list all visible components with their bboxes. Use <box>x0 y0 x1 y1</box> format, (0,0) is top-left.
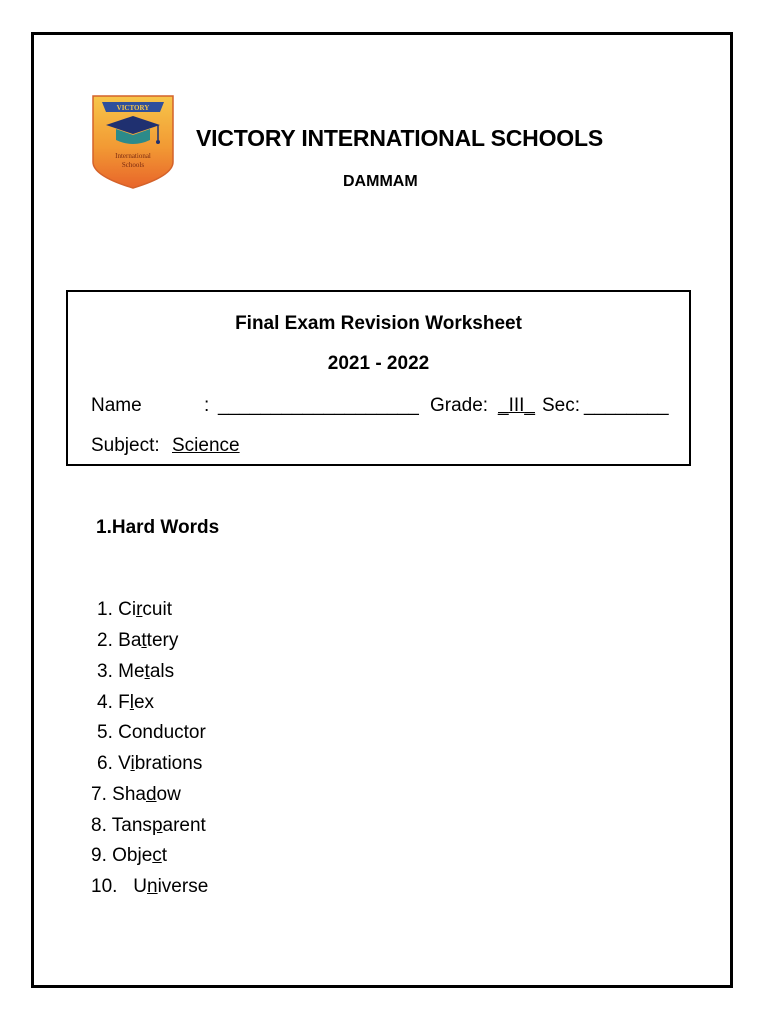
word-part: als <box>149 661 175 682</box>
logo-subtitle-text: International <box>115 152 151 160</box>
school-name: VICTORY INTERNATIONAL SCHOOLS <box>196 125 603 151</box>
word-underlined-part: c <box>152 845 162 866</box>
word-part: t <box>161 845 168 866</box>
item-number: 7. <box>91 784 107 805</box>
word-part: F <box>118 692 130 713</box>
item-number: 3. <box>97 661 113 682</box>
grade-value <box>498 395 535 417</box>
word-part: Me <box>118 661 145 682</box>
word-part: Ci <box>118 599 137 620</box>
word-underlined-part: d <box>145 784 157 805</box>
item-number: 6. <box>97 753 113 774</box>
logo-banner-text: VICTORY <box>116 104 150 112</box>
worksheet-year: 2021 - 2022 <box>327 353 430 374</box>
word-part: Conductor <box>118 722 206 743</box>
sec-blank: ________ <box>584 395 669 416</box>
grade-value-text: III <box>508 395 525 416</box>
word-part: V <box>118 753 131 774</box>
item-number: 5. <box>97 722 113 743</box>
list-item <box>97 630 178 652</box>
name-blank: ___________________ <box>218 395 419 416</box>
item-number: 10. <box>91 876 118 897</box>
word-part: brations <box>134 753 203 774</box>
word-part: tery <box>146 630 179 651</box>
word-part: Ba <box>118 630 142 651</box>
grade-post: _ <box>524 395 535 416</box>
word-underlined-part: l <box>129 692 134 713</box>
list-item <box>97 599 172 621</box>
subject-value: Science <box>172 435 240 456</box>
word-part: arent <box>162 815 206 836</box>
word-part: Sha <box>112 784 146 805</box>
grade-label: Grade: <box>430 395 489 416</box>
word-part: iverse <box>157 876 209 897</box>
word-part: cuit <box>142 599 172 620</box>
word-part: ex <box>133 692 155 713</box>
word-underlined-part: n <box>147 876 158 897</box>
word-part: ow <box>156 784 181 805</box>
word-part: Obje <box>112 845 153 866</box>
list-item <box>97 722 206 744</box>
school-city: DAMMAM <box>343 173 418 190</box>
worksheet-title: Final Exam Revision Worksheet <box>235 313 522 334</box>
name-colon: : <box>204 395 210 416</box>
word-part: Tans <box>111 815 152 836</box>
list-item <box>91 876 208 898</box>
word-underlined-part: r <box>136 599 143 620</box>
item-number: 4. <box>97 692 113 713</box>
item-number: 2. <box>97 630 113 651</box>
word-underlined-part: t <box>144 661 150 682</box>
item-number: 9. <box>91 845 107 866</box>
grade-pre: _ <box>498 395 509 416</box>
list-item <box>91 784 181 806</box>
list-item <box>91 845 167 867</box>
list-item <box>97 661 174 683</box>
list-item <box>97 692 154 714</box>
word-underlined-part: i <box>130 753 135 774</box>
list-item <box>97 753 202 775</box>
word-underlined-part: p <box>151 815 163 836</box>
logo-subtitle-text-2: Schools <box>121 161 145 169</box>
item-number: 8. <box>91 815 107 836</box>
word-part: U <box>133 876 147 897</box>
word-underlined-part: t <box>141 630 147 651</box>
worksheet-header-box <box>66 290 691 466</box>
school-logo <box>90 92 176 190</box>
name-label: Name <box>91 395 142 416</box>
sec-label: Sec: <box>542 395 581 416</box>
section-heading: 1.Hard Words <box>96 517 220 538</box>
list-item <box>91 815 206 837</box>
item-number: 1. <box>97 599 113 620</box>
subject-label: Subject: <box>91 435 160 456</box>
